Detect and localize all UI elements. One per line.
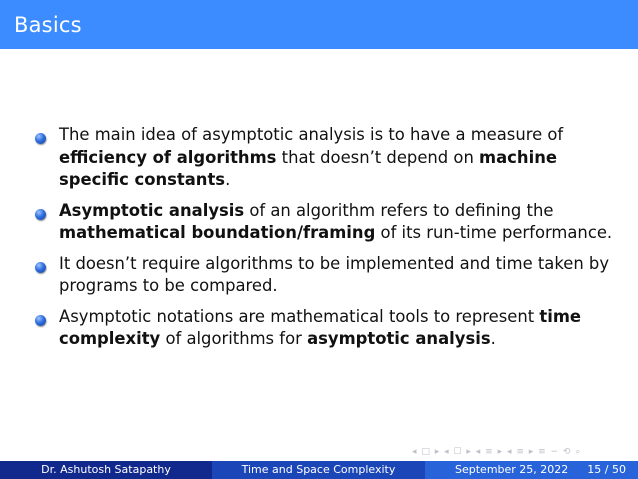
bullet-list bbox=[34, 124, 624, 359]
footer-date-page bbox=[425, 461, 638, 479]
bullet-item: Asymptotic notations are mathematical tools to represent time complexity of algorithms for asymptotic analysis. bbox=[34, 306, 624, 351]
footer-author: Dr. Ashutosh Satapathy bbox=[0, 461, 212, 479]
bullet-ball-icon bbox=[35, 262, 46, 273]
bullet-item: The main idea of asymptotic analysis is to have a measure of efficiency of algorithms that doesn’t depend on machine specific constants. bbox=[34, 124, 624, 192]
footer-talk-title: Time and Space Complexity bbox=[212, 461, 425, 479]
bullet-ball-icon bbox=[35, 315, 46, 326]
frame-title-bar bbox=[0, 0, 638, 49]
footer-bar bbox=[0, 461, 638, 479]
frame-title: Basics bbox=[14, 13, 82, 37]
beamer-navigation-icons[interactable]: ◂ □ ▸ ◂ ☐ ▸ ◂ ≡ ▸ ◂ ≡ ▸ ≡ ∽ ⟲ ⌕ bbox=[412, 447, 582, 457]
bullet-item: It doesn’t require algorithms to be implemented and time taken by programs to be compared. bbox=[34, 253, 624, 298]
bullet-ball-icon bbox=[35, 209, 46, 220]
bullet-item: Asymptotic analysis of an algorithm refers to defining the mathematical boundation/framing of its run-time performance. bbox=[34, 200, 624, 245]
page-number: 15 / 50 bbox=[587, 463, 626, 476]
bullet-ball-icon bbox=[35, 133, 46, 144]
footer-date: September 25, 2022 bbox=[455, 463, 569, 476]
